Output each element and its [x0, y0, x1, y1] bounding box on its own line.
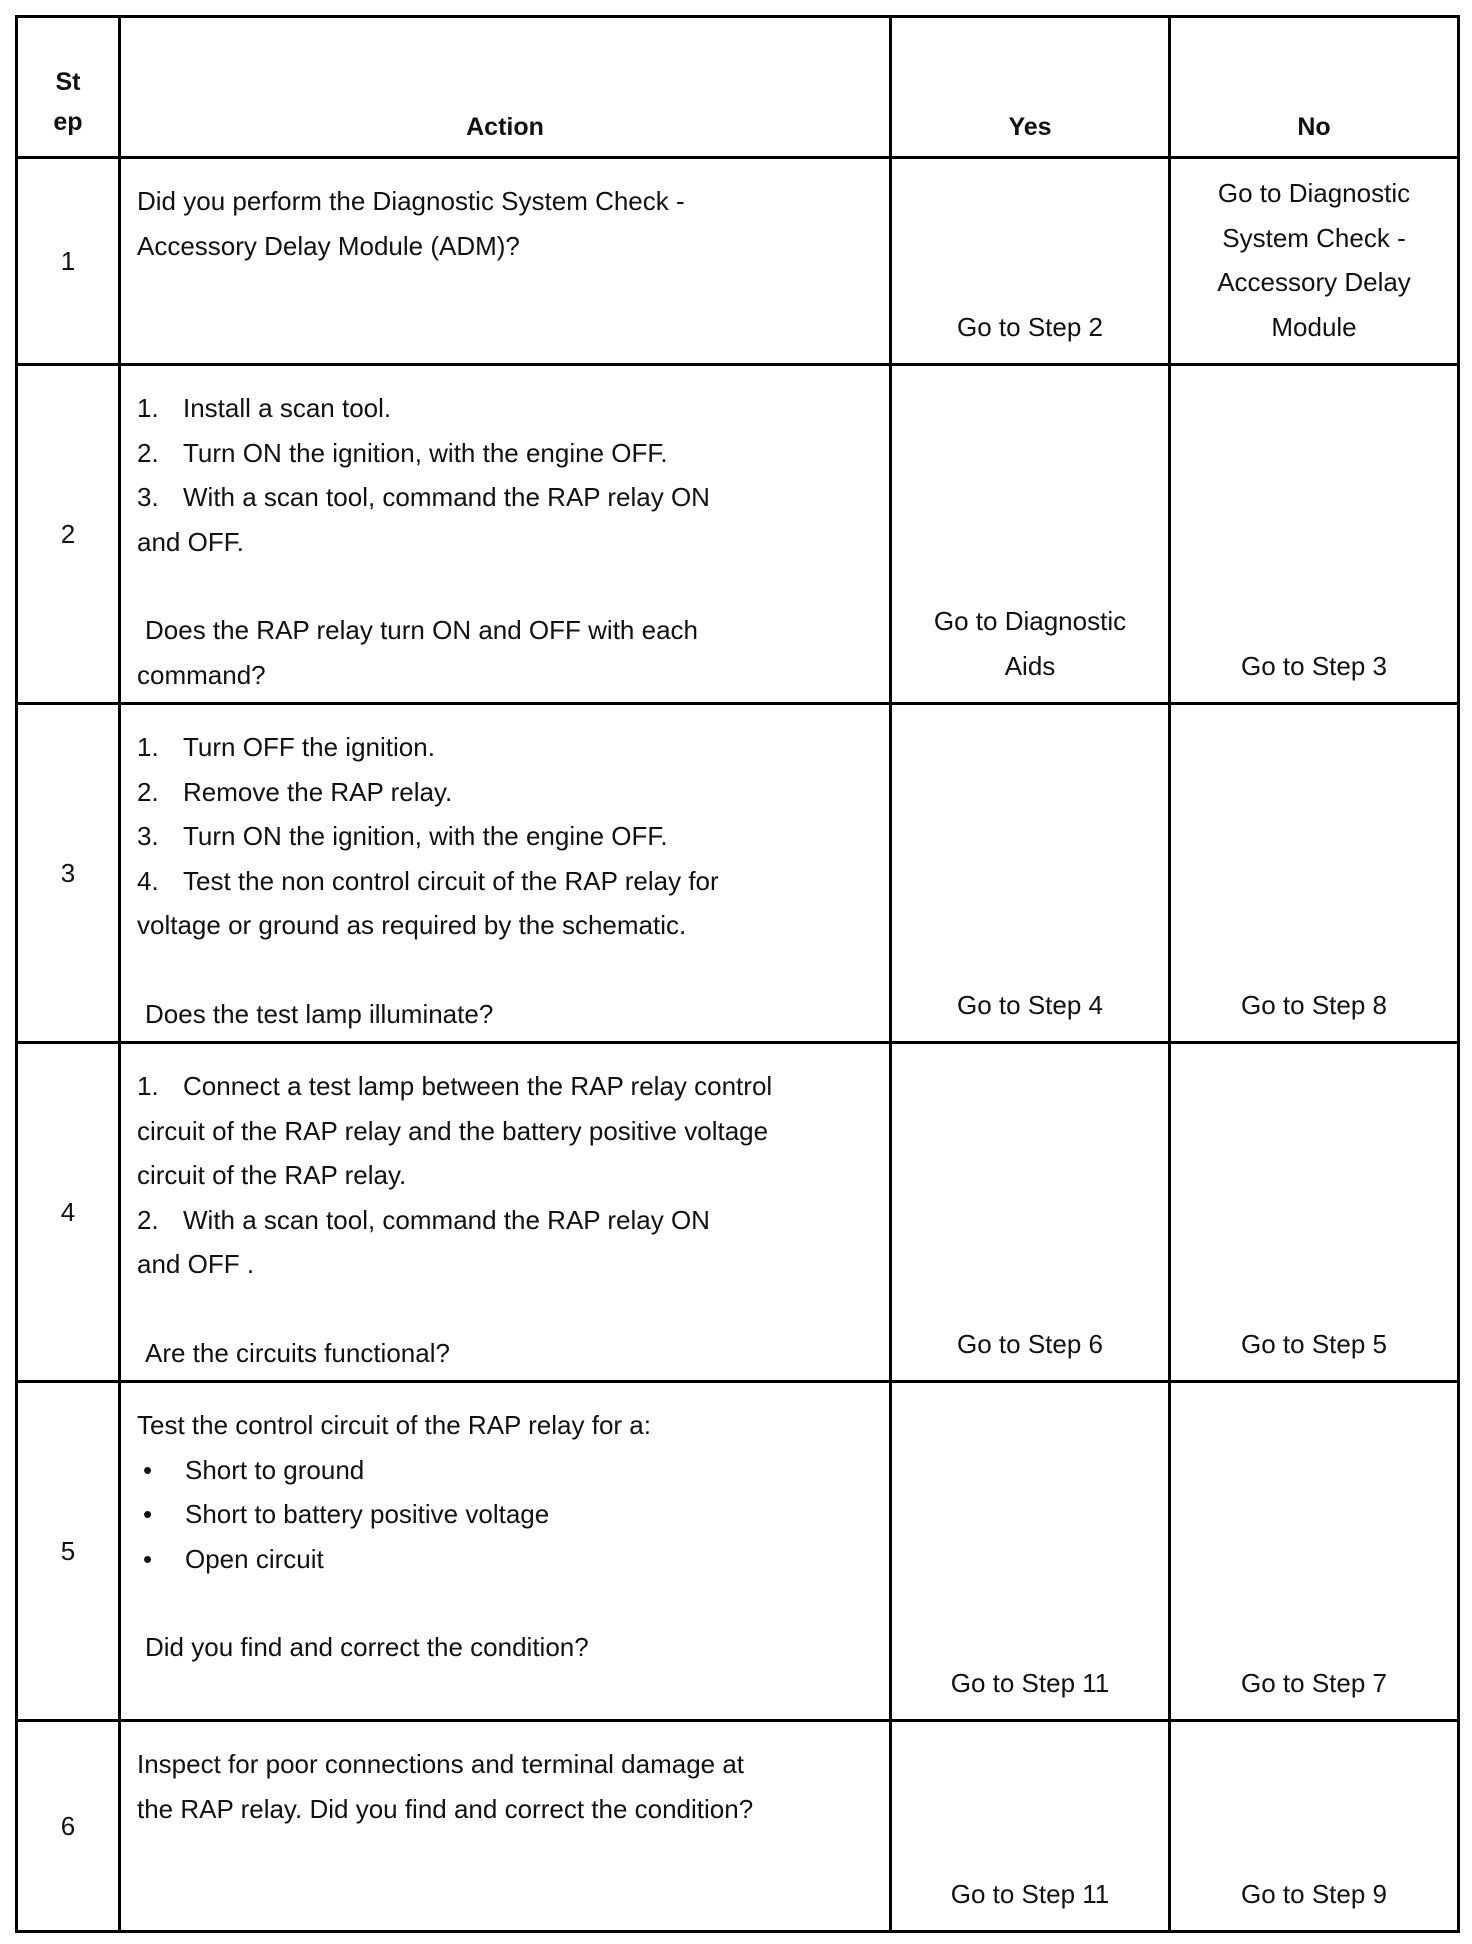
yes-header: Yes	[891, 17, 1170, 158]
question-line: Does the test lamp illuminate?	[145, 998, 494, 1029]
item-number: 1.	[137, 1071, 159, 1101]
no-link[interactable]: Go to Step 7	[1241, 1667, 1387, 1698]
item-text: With a scan tool, command the RAP relay ON	[183, 1204, 710, 1235]
question-line: Are the circuits functional?	[145, 1337, 450, 1368]
action-line: and OFF.	[137, 526, 244, 557]
item-text: Install a scan tool.	[183, 393, 392, 423]
step-number: 4	[17, 1043, 120, 1382]
yes-cell	[891, 1382, 1170, 1721]
step-header-line1: St	[55, 68, 81, 96]
action-list-item	[137, 725, 879, 770]
bullet-text: Short to battery positive voltage	[185, 1499, 550, 1529]
action-line: Test the control circuit of the RAP relay for a:	[137, 1410, 651, 1440]
action-line: circuit of the RAP relay and the battery positive voltage	[137, 1115, 769, 1146]
action-line: Accessory Delay Module (ADM)?	[137, 230, 520, 261]
action-cell	[120, 1721, 891, 1932]
no-cell	[1170, 158, 1459, 365]
header-row	[17, 17, 1459, 158]
action-line: Did you perform the Diagnostic System Check -	[137, 186, 685, 216]
no-link[interactable]: Go to Step 3	[1241, 650, 1387, 681]
table-row	[17, 1721, 1459, 1932]
action-cell	[120, 704, 891, 1043]
item-number: 1.	[137, 393, 159, 423]
action-line: voltage or ground as required by the schematic.	[137, 910, 687, 940]
item-text: With a scan tool, command the RAP relay ON	[183, 482, 710, 512]
question-line: command?	[137, 659, 266, 690]
action-list-item	[137, 1198, 879, 1243]
bullet-item	[137, 1492, 879, 1537]
item-text: Turn OFF the ignition.	[183, 732, 435, 762]
action-header: Action	[120, 17, 891, 158]
item-number: 3.	[137, 482, 159, 512]
action-line: and OFF .	[137, 1249, 255, 1279]
bullet-text: Open circuit	[185, 1543, 324, 1574]
step-number: 6	[17, 1721, 120, 1932]
item-number: 2.	[137, 776, 159, 807]
action-line: the RAP relay. Did you find and correct the condition?	[137, 1793, 754, 1824]
yes-link-line[interactable]: Aids	[1004, 650, 1056, 681]
bullet-text: Short to ground	[185, 1454, 365, 1485]
yes-cell	[891, 704, 1170, 1043]
step-number: 2	[17, 365, 120, 704]
item-number: 2.	[137, 1204, 159, 1235]
no-link-line[interactable]: Go to Diagnostic	[1217, 178, 1411, 208]
yes-link[interactable]: Go to Step 2	[957, 311, 1103, 342]
item-number: 3.	[137, 821, 159, 851]
no-cell	[1170, 1382, 1459, 1721]
no-link-line[interactable]: System Check -	[1222, 222, 1406, 253]
no-link[interactable]: Go to Step 5	[1241, 1328, 1387, 1359]
item-text: Connect a test lamp between the RAP relay control	[183, 1071, 773, 1101]
action-list-item	[137, 859, 879, 904]
step-header-line2: ep	[53, 108, 83, 136]
bullet-icon: •	[143, 1499, 153, 1529]
bullet-item	[137, 1448, 879, 1493]
action-cell	[120, 158, 891, 365]
yes-cell	[891, 158, 1170, 365]
yes-link[interactable]: Go to Step 11	[950, 1878, 1110, 1909]
bullet-icon: •	[143, 1543, 153, 1574]
no-link-line[interactable]: Module	[1271, 311, 1357, 342]
no-header: No	[1170, 17, 1459, 158]
no-link[interactable]: Go to Step 9	[1241, 1878, 1387, 1909]
item-text: Remove the RAP relay.	[183, 776, 453, 807]
action-list-item	[137, 386, 879, 431]
action-cell	[120, 1382, 891, 1721]
action-list-item	[137, 1064, 879, 1109]
yes-cell	[891, 1721, 1170, 1932]
item-text: Test the non control circuit of the RAP relay for	[183, 865, 719, 896]
action-line: Inspect for poor connections and terminal damage at	[137, 1749, 745, 1779]
step-number: 3	[17, 704, 120, 1043]
diagnostic-table	[15, 15, 1460, 1933]
table-row	[17, 1043, 1459, 1382]
action-list-item	[137, 475, 879, 520]
table-row	[17, 704, 1459, 1043]
step-number: 1	[17, 158, 120, 365]
table-row	[17, 158, 1459, 365]
no-link[interactable]: Go to Step 8	[1241, 989, 1387, 1020]
table-row	[17, 365, 1459, 704]
step-header	[17, 17, 120, 158]
bullet-item	[137, 1537, 879, 1582]
action-cell	[120, 365, 891, 704]
yes-link[interactable]: Go to Step 6	[957, 1328, 1103, 1359]
no-cell	[1170, 365, 1459, 704]
no-link-line[interactable]: Accessory Delay	[1217, 267, 1411, 297]
action-line: circuit of the RAP relay.	[137, 1160, 407, 1190]
action-list-item	[137, 431, 879, 476]
question-line: Does the RAP relay turn ON and OFF with each	[145, 615, 698, 645]
item-text: Turn ON the ignition, with the engine OFF.	[183, 437, 668, 468]
yes-cell	[891, 365, 1170, 704]
item-number: 4.	[137, 865, 159, 896]
step-number: 5	[17, 1382, 120, 1721]
yes-link[interactable]: Go to Step 4	[957, 989, 1103, 1020]
yes-link[interactable]: Go to Step 11	[950, 1667, 1110, 1698]
bullet-icon: •	[143, 1454, 153, 1485]
item-text: Turn ON the ignition, with the engine OFF.	[183, 821, 668, 851]
action-cell	[120, 1043, 891, 1382]
yes-cell	[891, 1043, 1170, 1382]
item-number: 2.	[137, 437, 159, 468]
question-line: Did you find and correct the condition?	[145, 1632, 589, 1662]
no-cell	[1170, 1043, 1459, 1382]
no-cell	[1170, 704, 1459, 1043]
no-cell	[1170, 1721, 1459, 1932]
action-list-item	[137, 814, 879, 859]
action-list-item	[137, 770, 879, 815]
table-row	[17, 1382, 1459, 1721]
yes-link-line[interactable]: Go to Diagnostic	[933, 606, 1127, 636]
item-number: 1.	[137, 732, 159, 762]
